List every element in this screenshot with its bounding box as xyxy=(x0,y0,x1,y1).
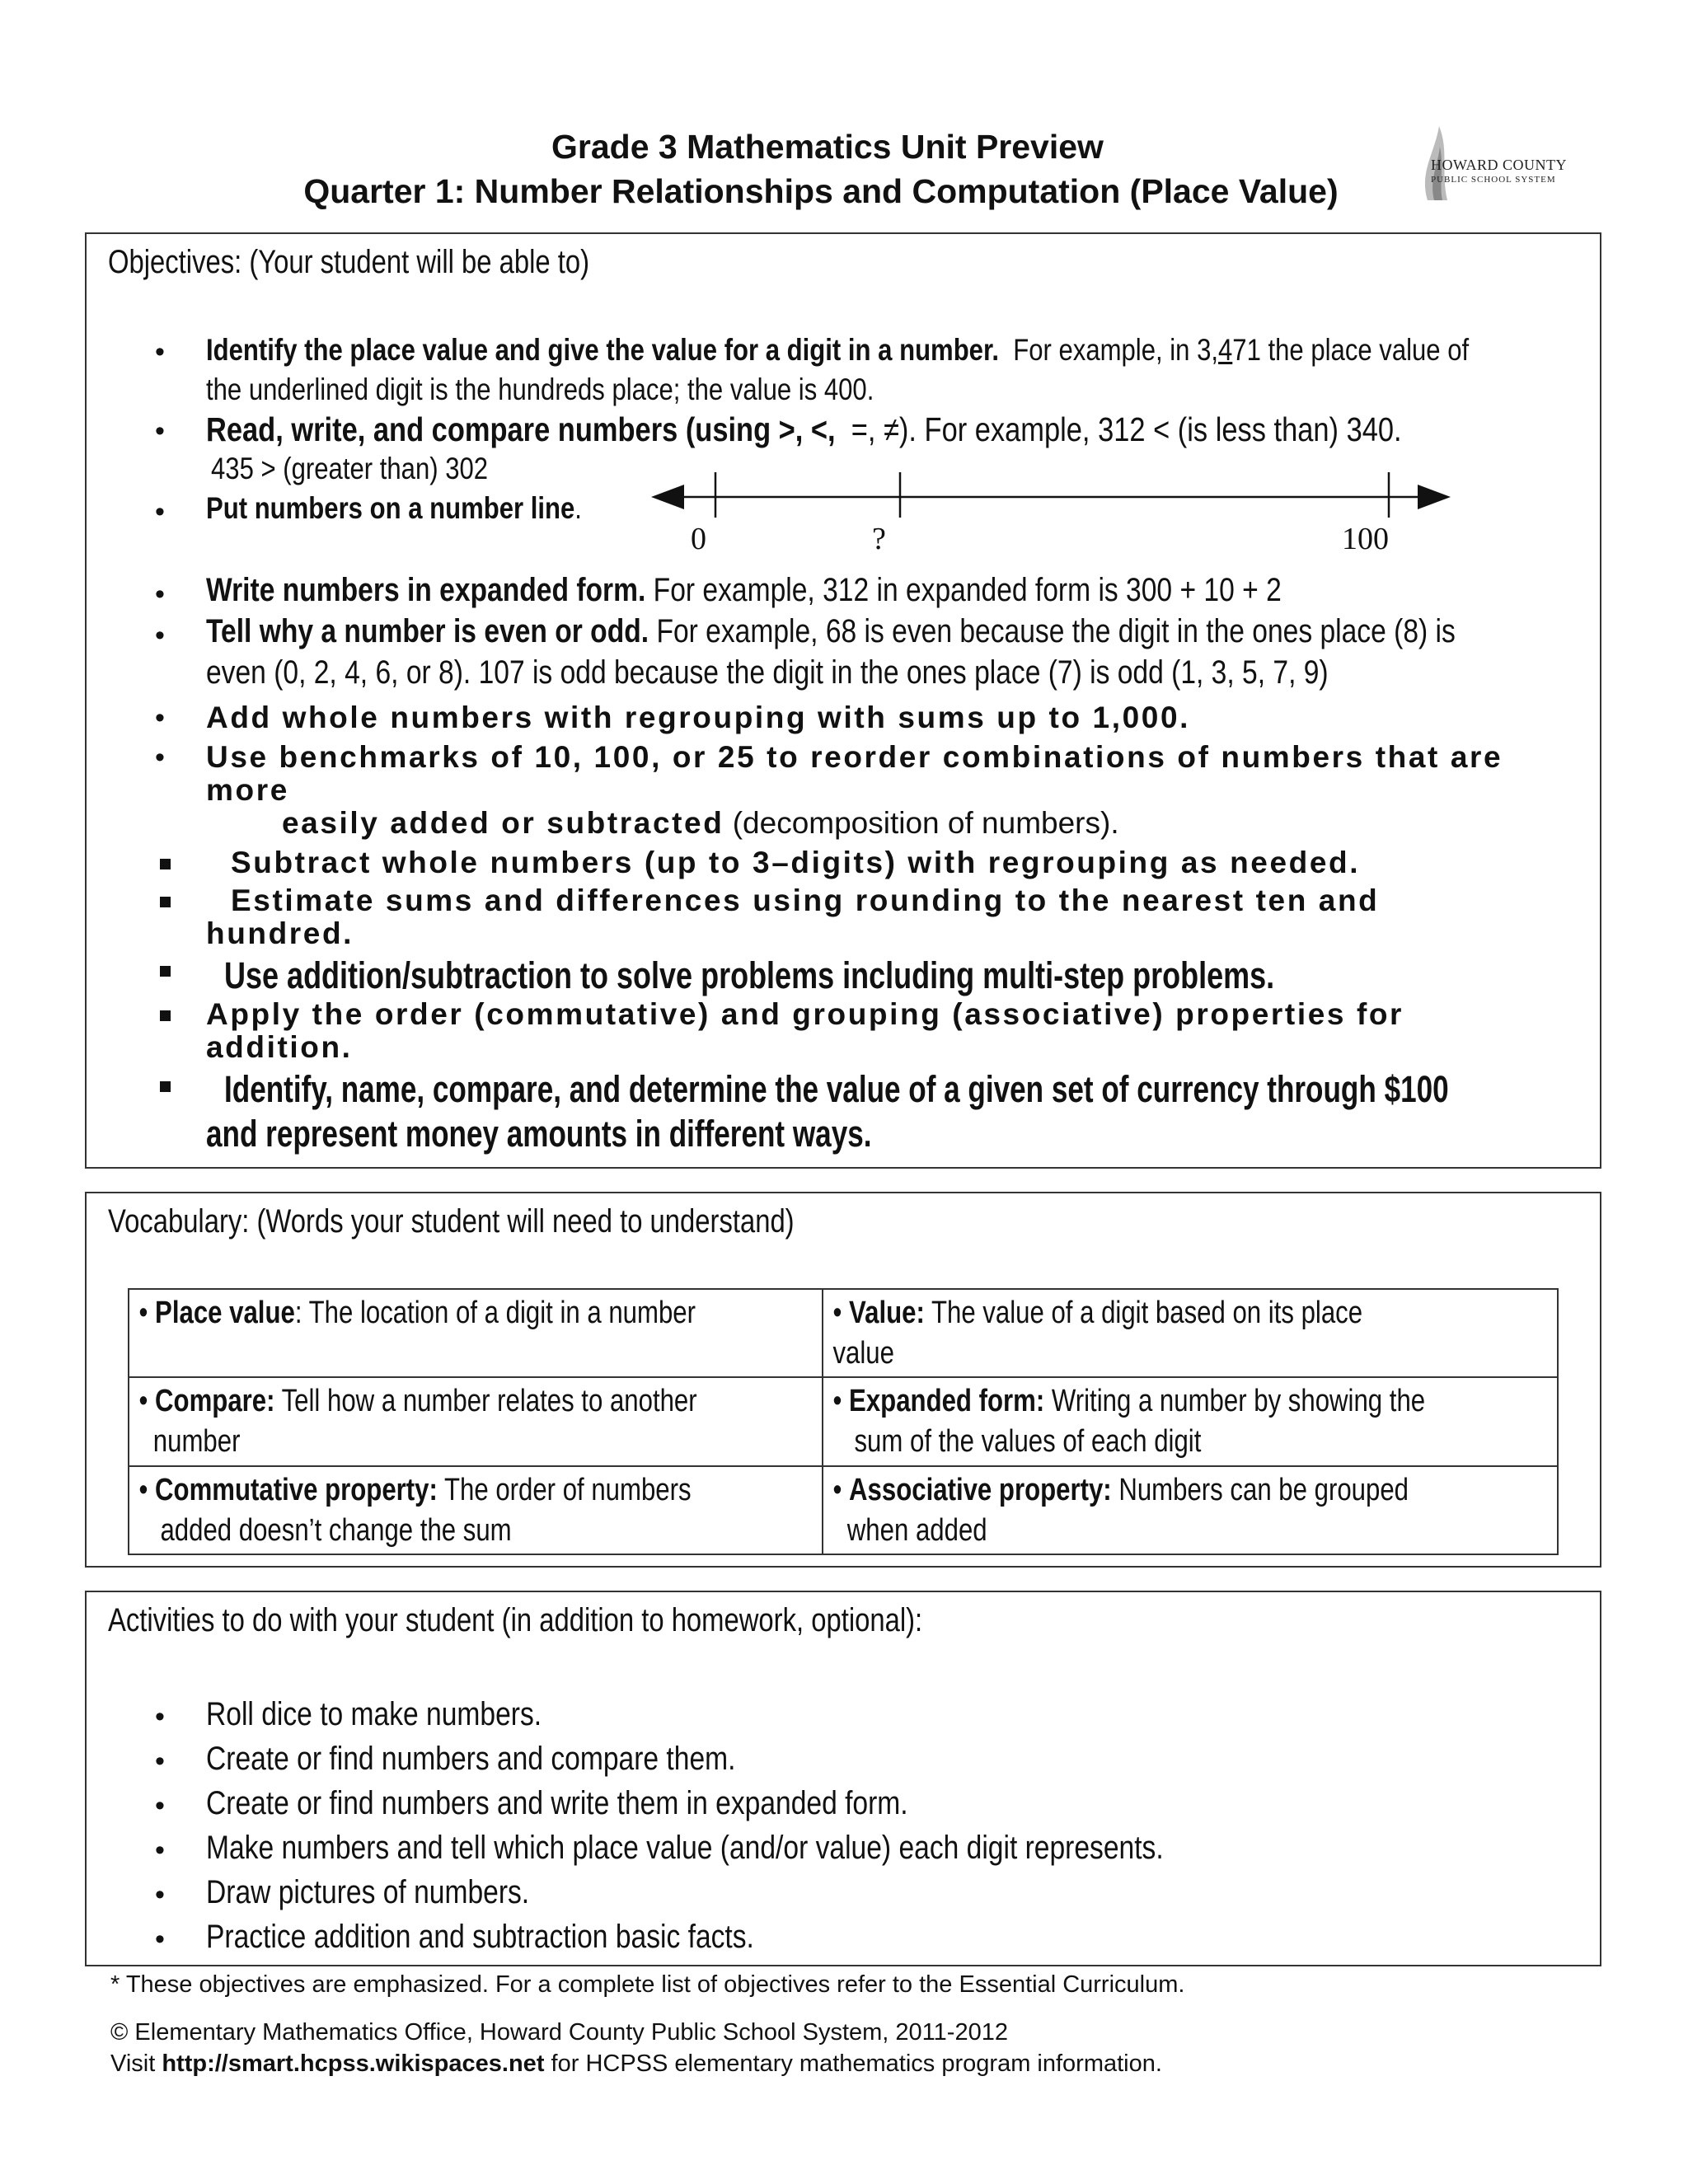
objective-expanded-form: Write numbers in expanded form. For example, 312 in expanded form is 300 + 10 + 2 xyxy=(206,572,1282,608)
number-line-label-end: 100 xyxy=(1342,522,1389,556)
number-line-label-start: 0 xyxy=(691,522,706,556)
bullet-icon: • xyxy=(155,620,165,651)
objective-subtract: Subtract whole numbers (up to 3–digits) with regrouping as needed. xyxy=(231,846,1361,879)
vocab-cell-place-value: • Place value: The location of a digit in a number xyxy=(129,1289,823,1377)
page-title: Grade 3 Mathematics Unit Preview xyxy=(551,128,1104,166)
vocab-cell-value: • Value: The value of a digit based on its place value xyxy=(823,1289,1558,1377)
footnote: * These objectives are emphasized. For a complete list of objectives refer to the Essential Curriculum. xyxy=(110,1971,1185,1998)
objective-even-odd: Tell why a number is even or odd. For example, 68 is even because the digit in the ones place (8) is xyxy=(206,613,1456,649)
square-bullet-icon xyxy=(160,859,171,869)
vocab-cell-compare: • Compare: Tell how a number relates to another number xyxy=(129,1377,823,1465)
bullet-icon: • xyxy=(155,415,165,447)
hcpss-logo-text: HOWARD COUNTY PUBLIC SCHOOL SYSTEM xyxy=(1431,157,1567,185)
list-item: Roll dice to make numbers. xyxy=(206,1696,542,1732)
objective-number-line: Put numbers on a number line. xyxy=(206,491,582,525)
objective-compare-example: 435 > (greater than) 302 xyxy=(211,452,489,485)
number-line-diagram xyxy=(651,468,1451,559)
bullet-icon: • xyxy=(155,579,165,610)
hcpss-link[interactable]: http://smart.hcpss.wikispaces.net xyxy=(162,2050,545,2077)
objective-properties-line2: addition. xyxy=(206,1030,353,1064)
bullet-icon: • xyxy=(155,1701,165,1732)
table-row xyxy=(129,1466,1558,1554)
bullet-icon: • xyxy=(155,702,165,733)
square-bullet-icon xyxy=(160,897,171,907)
objective-properties: Apply the order (commutative) and grouping (associative) properties for xyxy=(206,997,1404,1031)
objective-even-odd-line2: even (0, 2, 4, 6, or 8). 107 is odd because the digit in the ones place (7) is odd (1, 3, 5, 7, 9) xyxy=(206,654,1329,691)
objective-currency-line2: and represent money amounts in different ways. xyxy=(206,1113,872,1155)
bullet-icon: • xyxy=(155,336,165,368)
copyright: © Elementary Mathematics Office, Howard County Public School System, 2011-2012 xyxy=(110,2019,1008,2046)
objective-currency: Identify, name, compare, and determine the value of a given set of currency through $100 xyxy=(224,1068,1449,1110)
vocab-cell-commutative: • Commutative property: The order of numbers added doesn’t change the sum xyxy=(129,1466,823,1554)
objective-word-problems: Use addition/subtraction to solve problems including multi-step problems. xyxy=(224,954,1275,996)
table-row xyxy=(129,1289,1558,1377)
objective-benchmarks-line3: easily added or subtracted (decomposition of numbers). xyxy=(282,806,1119,840)
visit-line: Visit http://smart.hcpss.wikispaces.net for HCPSS elementary mathematics program information. xyxy=(110,2050,1162,2077)
vocab-cell-associative: • Associative property: Numbers can be grouped when added xyxy=(823,1466,1558,1554)
bullet-icon: • xyxy=(155,1835,165,1866)
activities-heading: Activities to do with your student (in addition to homework, optional): xyxy=(108,1602,923,1638)
number-line-label-mid: ? xyxy=(872,522,886,556)
bullet-icon: • xyxy=(155,1746,165,1777)
list-item: Make numbers and tell which place value (and/or value) each digit represents. xyxy=(206,1830,1164,1866)
list-item: Create or find numbers and write them in expanded form. xyxy=(206,1785,908,1821)
square-bullet-icon xyxy=(160,966,171,977)
page-subtitle: Quarter 1: Number Relationships and Computation (Place Value) xyxy=(303,172,1339,210)
objective-estimate: Estimate sums and differences using rounding to the nearest ten and xyxy=(231,883,1380,917)
bullet-icon: • xyxy=(155,1879,165,1910)
bullet-icon: • xyxy=(155,496,165,527)
bullet-icon: • xyxy=(155,742,165,773)
square-bullet-icon xyxy=(160,1081,171,1092)
vocab-cell-expanded-form: • Expanded form: Writing a number by showing the sum of the values of each digit xyxy=(823,1377,1558,1465)
list-item: Create or find numbers and compare them. xyxy=(206,1741,736,1777)
objective-estimate-line2: hundred. xyxy=(206,916,354,950)
list-item: Draw pictures of numbers. xyxy=(206,1874,530,1910)
table-row xyxy=(129,1377,1558,1465)
objective-compare-numbers: Read, write, and compare numbers (using >, <, =, ≠). For example, 312 < (is less than) 340. xyxy=(206,410,1402,448)
objective-benchmarks: Use benchmarks of 10, 100, or 25 to reorder combinations of numbers that are xyxy=(206,740,1503,774)
square-bullet-icon xyxy=(160,1010,171,1021)
bullet-icon: • xyxy=(155,1790,165,1821)
objective-place-value: Identify the place value and give the value for a digit in a number. For example, in 3,471 the place value of xyxy=(206,333,1470,367)
list-item: Practice addition and subtraction basic facts. xyxy=(206,1919,754,1955)
bullet-icon: • xyxy=(155,1924,165,1955)
objective-add-regrouping: Add whole numbers with regrouping with sums up to 1,000. xyxy=(206,701,1191,734)
vocabulary-table xyxy=(128,1288,1559,1555)
objectives-heading: Objectives: (Your student will be able to) xyxy=(108,244,590,280)
objective-place-value-line2: the underlined digit is the hundreds place; the value is 400. xyxy=(206,373,874,406)
objective-benchmarks-line2: more xyxy=(206,773,289,807)
vocabulary-heading: Vocabulary: (Words your student will need to understand) xyxy=(108,1203,795,1240)
